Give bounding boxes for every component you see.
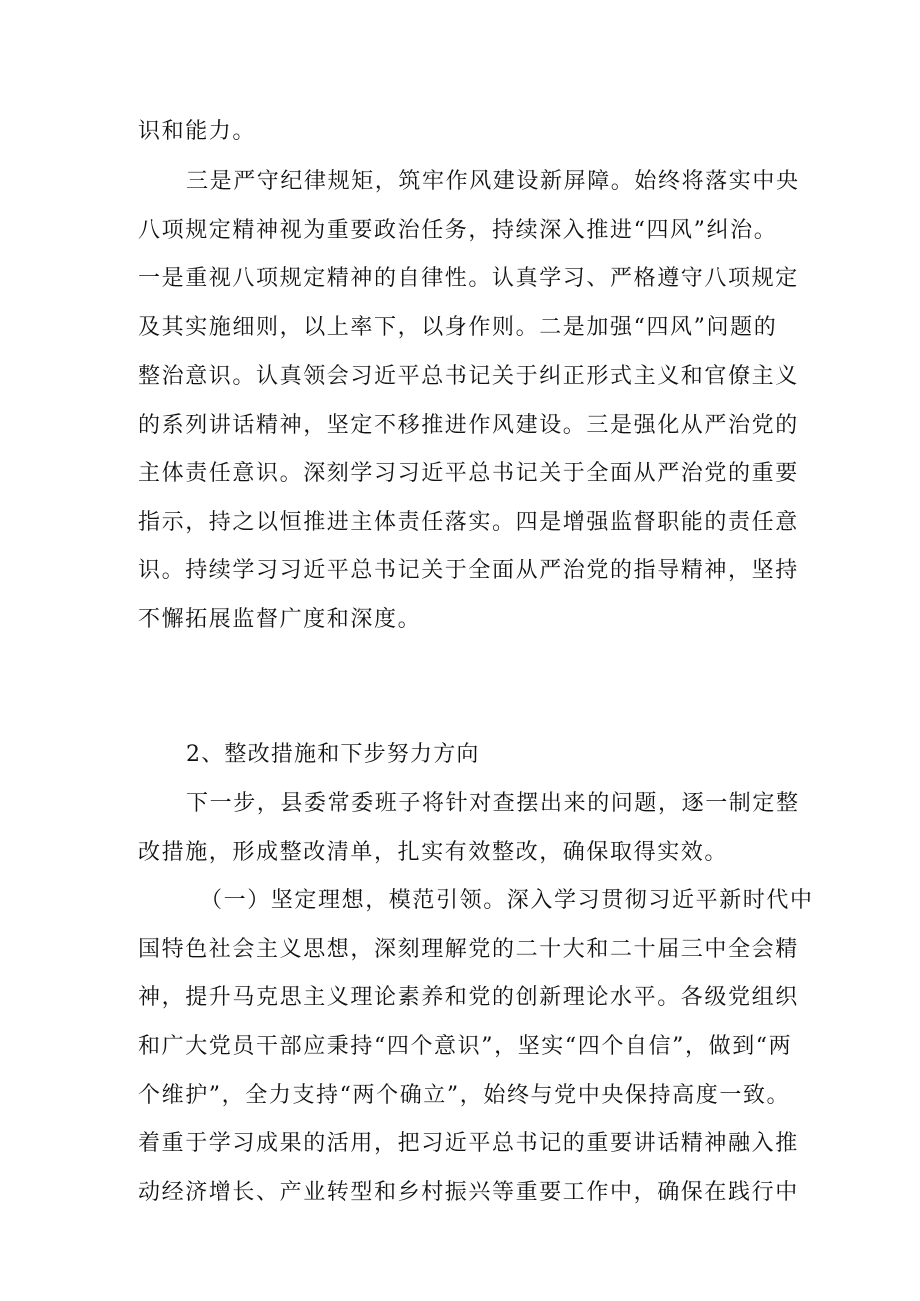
paragraph-line: 识和能力。 — [138, 119, 257, 144]
paragraph-line: 指示，持之以恒推进主体责任落实。四是增强监督职能的责任意 — [138, 510, 799, 535]
paragraph-line: 识。持续学习习近平总书记关于全面从严治党的指导精神，坚持 — [138, 558, 799, 583]
paragraph-line: （一）坚定理想，模范引领。深入学习贯彻习近平新时代中 — [200, 888, 814, 913]
paragraph-line: 下一步，县委常委班子将针对查摆出来的问题，逐一制定整 — [186, 791, 800, 816]
paragraph-line: 着重于学习成果的活用，把习近平总书记的重要讲话精神融入推 — [138, 1131, 799, 1156]
paragraph-line: 的系列讲话精神，坚定不移推进作风建设。三是强化从严治党的 — [138, 413, 799, 438]
paragraph-line: 八项规定精神视为重要政治任务，持续深入推进“四风”纠治。 — [138, 218, 778, 243]
paragraph-line: 三是严守纪律规矩，筑牢作风建设新屏障。始终将落实中央 — [186, 169, 800, 194]
paragraph-line: 个维护”，全力支持“两个确立”，始终与党中央保持高度一致。 — [138, 1083, 791, 1108]
section-heading: 2、整改措施和下步努力方向 — [186, 742, 480, 767]
paragraph-line: 国特色社会主义思想，深刻理解党的二十大和二十届三中全会精 — [138, 937, 799, 962]
paragraph-line: 一是重视八项规定精神的自律性。认真学习、严格遵守八项规定 — [138, 266, 799, 291]
paragraph-line: 整治意识。认真领会习近平总书记关于纠正形式主义和官僚主义 — [138, 364, 799, 389]
paragraph-line: 和广大党员干部应秉持“四个意识”，坚实“四个自信”，做到“两 — [138, 1034, 793, 1059]
paragraph-line: 及其实施细则，以上率下，以身作则。二是加强“四风”问题的 — [138, 315, 778, 340]
paragraph-line: 神，提升马克思主义理论素养和党的创新理论水平。各级党组织 — [138, 985, 799, 1010]
paragraph-line: 改措施，形成整改清单，扎实有效整改，确保取得实效。 — [138, 840, 729, 865]
paragraph-line: 不懈拓展监督广度和深度。 — [138, 607, 422, 632]
paragraph-line: 动经济增长、产业转型和乡村振兴等重要工作中，确保在践行中 — [138, 1180, 799, 1205]
paragraph-line: 主体责任意识。深刻学习习近平总书记关于全面从严治党的重要 — [138, 461, 799, 486]
